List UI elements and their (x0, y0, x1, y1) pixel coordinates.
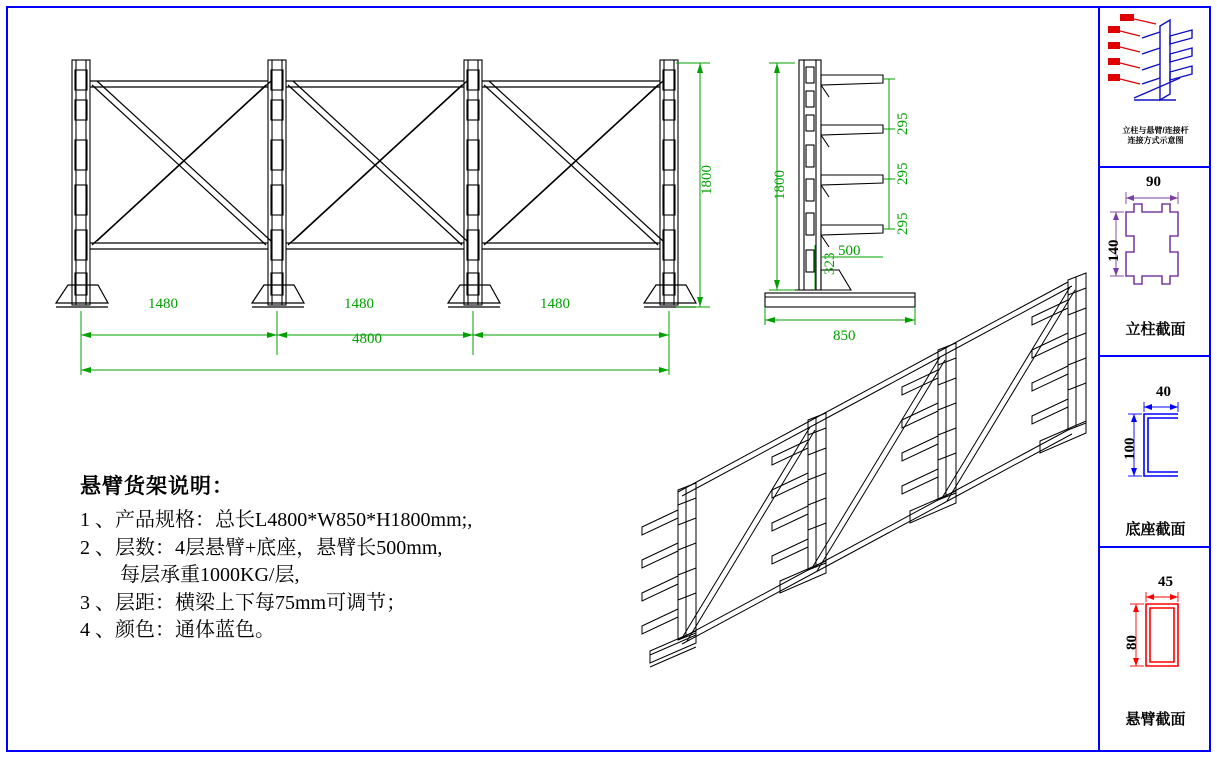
base-section-width: 40 (1156, 384, 1171, 400)
base-section-height: 100 (1122, 437, 1138, 460)
dim-arm-spacing-1: 295 (895, 112, 911, 135)
column-section-width: 90 (1146, 174, 1161, 190)
detail-panels (1100, 8, 1211, 750)
specification-notes (80, 470, 600, 645)
note-line-3: 每层承重1000KG/层, (120, 564, 300, 587)
panel-divider-3 (1100, 546, 1211, 548)
arm-section-width: 45 (1158, 574, 1173, 590)
panel-base-section (1100, 370, 1211, 560)
base-section-illustration (1100, 384, 1211, 534)
dim-bay-3: 1480 (540, 296, 570, 312)
dim-side-height: 1800 (772, 170, 788, 200)
arm-section-illustration (1100, 574, 1211, 724)
note-line-2: 2 、层数：4层悬臂+底座，悬臂长500mm, (80, 536, 443, 559)
dim-base-height: 323 (822, 252, 838, 275)
note-line-1: 1 、产品规格：总长L4800*W850*H1800mm;, (80, 509, 473, 531)
dim-arm-spacing-2: 295 (895, 162, 911, 185)
panel-divider-2 (1100, 355, 1211, 357)
arm-section-height: 80 (1124, 635, 1140, 650)
panel-column-section (1100, 170, 1211, 370)
panel-connection-detail (1100, 8, 1211, 170)
dim-front-height: 1800 (699, 165, 715, 195)
note-line-4: 3 、层距：横梁上下每75mm可调节； (80, 591, 407, 614)
notes-title: 悬臂货架说明： (80, 474, 234, 498)
isometric-view-drawing (570, 252, 1090, 735)
panel-arm-section (1100, 560, 1211, 750)
connection-detail-illustration (1100, 8, 1211, 120)
dim-total-length: 4800 (352, 331, 382, 347)
dim-arm-length: 500 (838, 243, 861, 259)
column-section-height: 140 (1106, 239, 1122, 262)
panel-divider-1 (1100, 166, 1211, 168)
dim-arm-spacing-3: 295 (895, 212, 911, 235)
dim-base-width: 850 (833, 328, 856, 344)
note-line-5: 4 、颜色：通体蓝色。 (80, 619, 275, 642)
arm-section-caption: 悬臂截面 (1125, 712, 1186, 728)
connection-detail-caption: 立柱与悬臂/连接杆 连接方式示意图 (1122, 126, 1189, 145)
dim-bay-1: 1480 (148, 296, 178, 312)
column-section-caption: 立柱截面 (1125, 322, 1186, 338)
base-section-caption: 底座截面 (1125, 522, 1186, 538)
dim-bay-2: 1480 (344, 296, 374, 312)
